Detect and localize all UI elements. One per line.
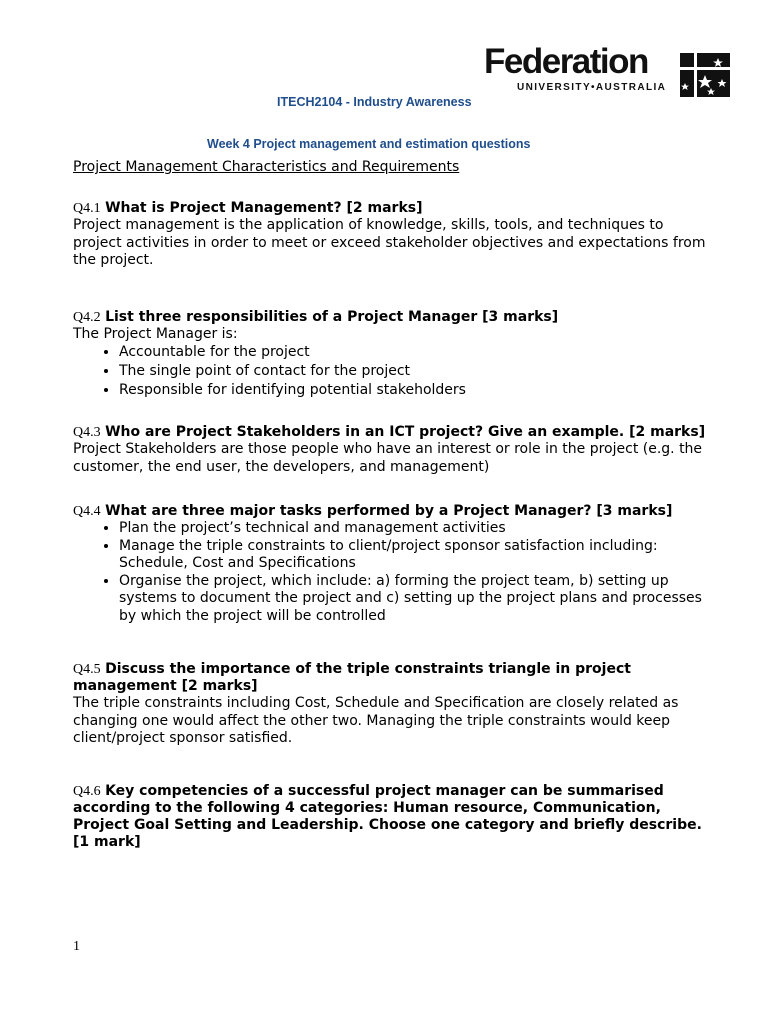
answer-text: The triple constraints including Cost, Schedule and Specification are closely related as changing one would affect the other two. Managing the triple constraints would keep client/project sponsor satisfied.	[73, 695, 679, 746]
question-number: Q4.2	[73, 309, 101, 325]
list-item: • Accountable for the project	[119, 343, 713, 362]
question-text: What are three major tasks performed by a Project Manager? [3 marks]	[105, 503, 673, 519]
question-heading	[73, 783, 713, 851]
course-title: ITECH2104 - Industry Awareness	[277, 95, 472, 109]
week-title: Week 4 Project management and estimation questions	[207, 137, 531, 151]
answer-text: Project management is the application of knowledge, skills, tools, and techniques to project activities in order to meet or exceed stakeholder objectives and expectations from the project.	[73, 217, 706, 268]
logo-subtitle: UNIVERSITY•AUSTRALIA	[517, 82, 667, 93]
question-block	[73, 783, 713, 851]
question-number: Q4.4	[73, 504, 101, 519]
question-block	[73, 661, 713, 748]
question-number: Q4.6	[73, 783, 101, 799]
bullet-list	[73, 520, 713, 625]
list-item: • Manage the triple constraints to client/project sponsor satisfaction including: Schedule, Cost and Specifications	[119, 538, 713, 573]
question-text: What is Project Management? [2 marks]	[105, 200, 423, 216]
bullet-list	[73, 343, 713, 400]
list-item: • Organise the project, which include: a) forming the project team, b) setting up systems to document the project and c) setting up the project plans and processes by which the project will be controlled	[119, 573, 713, 626]
document-body	[73, 158, 713, 851]
question-heading	[73, 309, 713, 326]
question-text: Discuss the importance of the triple constraints triangle in project management [2 marks]	[73, 661, 631, 694]
question-text: List three responsibilities of a Project Manager [3 marks]	[105, 308, 559, 325]
question-heading	[73, 200, 713, 217]
answer-text: Project Stakeholders are those people who have an interest or role in the project (e.g. the customer, the end user, the developers, and management)	[73, 441, 703, 475]
question-number: Q4.5	[73, 662, 101, 677]
logo-wordmark: Federation	[484, 42, 648, 81]
question-text: Who are Project Stakeholders in an ICT project? Give an example. [2 marks]	[105, 424, 706, 440]
list-item: • The single point of contact for the project	[119, 362, 713, 381]
question-block	[73, 424, 713, 476]
question-heading	[73, 661, 713, 695]
question-block	[73, 309, 713, 401]
question-heading	[73, 503, 713, 520]
list-item: • Responsible for identifying potential stakeholders	[119, 381, 713, 400]
question-block	[73, 200, 713, 270]
question-block	[73, 503, 713, 625]
question-heading	[73, 424, 713, 441]
section-title: Project Management Characteristics and Requirements	[73, 159, 460, 175]
flag-icon	[680, 53, 730, 97]
question-text: Key competencies of a successful project manager can be summarised according to the following 4 categories: Human resource, Communication, Project Goal Setting and Leadership. Choose one category and briefly describe. [1 mark]	[73, 782, 702, 850]
list-item: • Plan the project’s technical and management activities	[119, 520, 713, 538]
answer-text: The Project Manager is:	[73, 325, 238, 342]
page-number: 1	[73, 939, 80, 954]
question-number: Q4.3	[73, 425, 101, 440]
question-number: Q4.1	[73, 201, 101, 216]
